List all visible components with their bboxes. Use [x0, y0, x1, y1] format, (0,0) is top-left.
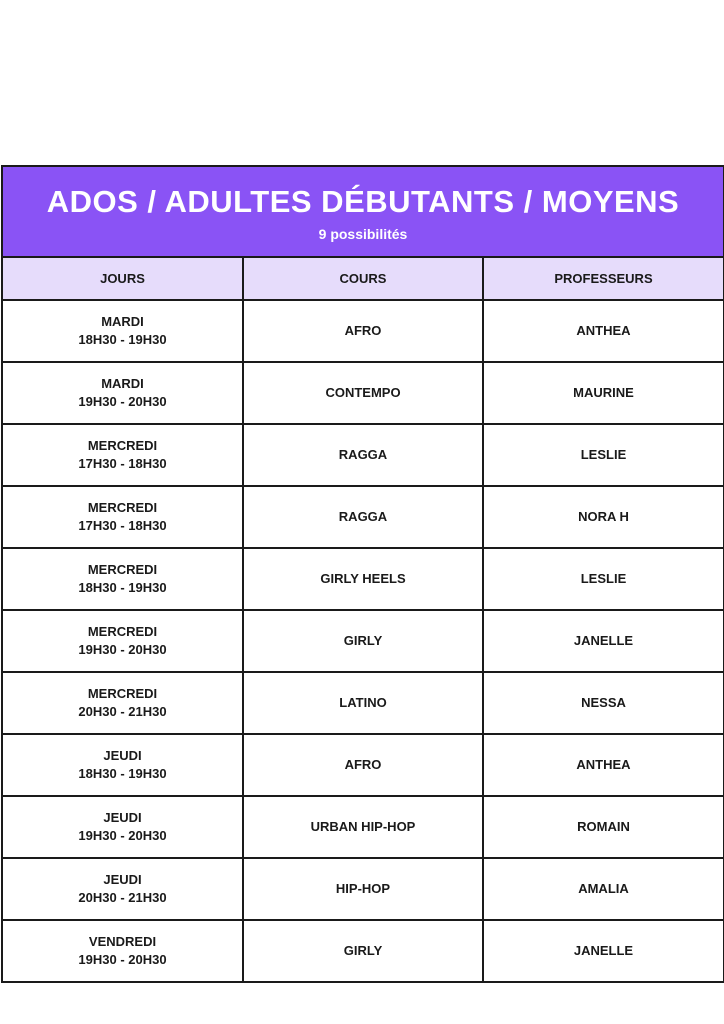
day-label: JEUDI	[103, 748, 142, 763]
cell-jour	[3, 672, 243, 734]
table-row	[3, 796, 723, 858]
table-row	[3, 548, 723, 610]
cell-jour	[3, 858, 243, 920]
cell-professeur: LESLIE	[483, 548, 723, 610]
day-label: MERCREDI	[87, 500, 158, 515]
day-label: MARDI	[101, 314, 144, 329]
table-row	[3, 920, 723, 981]
cell-jour	[3, 424, 243, 486]
column-header-professeurs: PROFESSEURS	[483, 258, 723, 300]
table-row	[3, 300, 723, 362]
time-range: 18H30 - 19H30	[78, 332, 167, 347]
time-range: 17H30 - 18H30	[78, 518, 167, 533]
cell-cours: GIRLY	[243, 610, 483, 672]
time-range: 19H30 - 20H30	[78, 952, 167, 967]
cell-professeur: JANELLE	[573, 943, 634, 958]
cell-cours: URBAN HIP-HOP	[243, 796, 483, 858]
cell-cours: CONTEMPO	[243, 362, 483, 424]
cell-professeur: MAURINE	[483, 362, 723, 424]
table-row	[3, 362, 723, 424]
cell-jour	[3, 300, 243, 362]
cell-cours: AFRO	[243, 300, 483, 362]
time-range: 19H30 - 20H30	[78, 828, 167, 843]
cell-jour	[3, 486, 243, 548]
cell-jour	[3, 610, 243, 672]
day-label: MERCREDI	[87, 624, 158, 639]
column-header-jours: JOURS	[3, 258, 243, 300]
table-header-row	[3, 258, 723, 300]
schedule-table-card	[1, 165, 724, 983]
schedule-subtitle: 9 possibilités	[318, 226, 408, 242]
day-label: MERCREDI	[87, 686, 158, 701]
cell-professeur: JANELLE	[483, 610, 723, 672]
cell-cours: LATINO	[243, 672, 483, 734]
cell-professeur: NORA H	[483, 486, 723, 548]
cell-jour	[3, 734, 243, 796]
cell-professeur: ANTHEA	[483, 300, 723, 362]
time-range: 17H30 - 18H30	[78, 456, 167, 471]
time-range: 20H30 - 21H30	[78, 704, 167, 719]
schedule-banner	[3, 167, 723, 258]
table-row	[3, 858, 723, 920]
schedule-title: ADOS / ADULTES DÉBUTANTS / MOYENS	[46, 184, 680, 219]
day-label: VENDREDI	[88, 934, 157, 949]
time-range: 18H30 - 19H30	[78, 580, 167, 595]
cell-professeur: ROMAIN	[483, 796, 723, 858]
cell-cours: RAGGA	[243, 424, 483, 486]
cell-cours: GIRLY HEELS	[243, 548, 483, 610]
day-label: JEUDI	[103, 872, 142, 887]
day-label: MERCREDI	[87, 438, 158, 453]
table-row	[3, 486, 723, 548]
day-label: MARDI	[101, 376, 144, 391]
cell-professeur: ANTHEA	[483, 734, 723, 796]
cell-cours: RAGGA	[243, 486, 483, 548]
time-range: 20H30 - 21H30	[78, 890, 167, 905]
column-header-cours: COURS	[243, 258, 483, 300]
day-label: MERCREDI	[87, 562, 158, 577]
time-range: 18H30 - 19H30	[78, 766, 167, 781]
cell-jour	[3, 920, 243, 981]
cell-cours: AFRO	[243, 734, 483, 796]
time-range: 19H30 - 20H30	[78, 642, 167, 657]
day-label: JEUDI	[103, 810, 142, 825]
cell-cours: HIP-HOP	[243, 858, 483, 920]
table-row	[3, 610, 723, 672]
table-body	[3, 300, 723, 981]
cell-jour	[3, 362, 243, 424]
cell-jour	[3, 796, 243, 858]
table-row	[3, 672, 723, 734]
table-row	[3, 424, 723, 486]
schedule-table	[3, 258, 723, 981]
time-range: 19H30 - 20H30	[78, 394, 167, 409]
cell-jour	[3, 548, 243, 610]
table-row	[3, 734, 723, 796]
cell-professeur: LESLIE	[483, 424, 723, 486]
cell-professeur: NESSA	[483, 672, 723, 734]
cell-professeur: AMALIA	[483, 858, 723, 920]
cell-cours: GIRLY	[243, 920, 483, 981]
